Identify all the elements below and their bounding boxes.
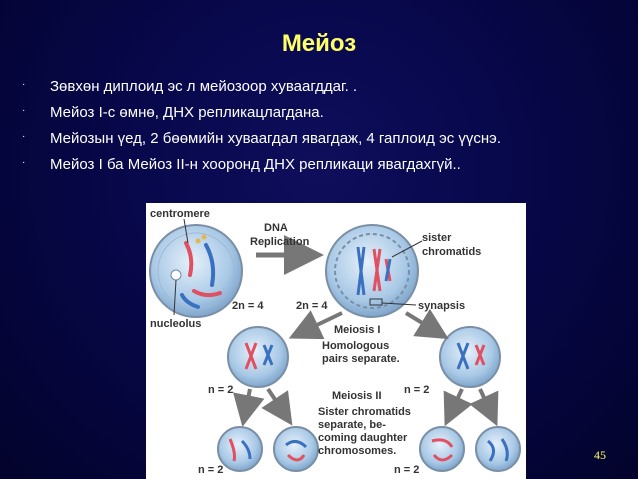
replicated-cell bbox=[326, 225, 418, 317]
bullet-item bbox=[22, 78, 632, 104]
nucleolus-icon bbox=[171, 270, 181, 280]
label-dna: DNA bbox=[264, 222, 288, 234]
meiosis2-cell-3 bbox=[420, 427, 464, 471]
bullet-text: Мейоз I-с өмнө, ДНХ репликацлагдана. bbox=[50, 104, 324, 121]
label-nucleolus: nucleolus bbox=[150, 318, 202, 330]
bullet-text: Зөвхөн диплоид эс л мейозоор хуваагддаг. . bbox=[50, 78, 358, 95]
label-meiosis-2-desc-4: chromosomes. bbox=[318, 445, 397, 457]
label-final-left: n = 2 bbox=[198, 464, 224, 476]
meiosis-diagram-svg bbox=[146, 203, 526, 479]
meiosis2-cell-4 bbox=[476, 427, 520, 471]
label-meiosis-2-desc-2: separate, be- bbox=[318, 419, 386, 431]
bullet-text: Мейоз I ба Мейоз II-н хооронд ДНХ репликаци явагдахгүй.. bbox=[50, 156, 461, 173]
bullet-marker: · bbox=[22, 131, 26, 142]
slide-title: Мейоз bbox=[281, 30, 357, 57]
bullet-marker: · bbox=[22, 79, 26, 90]
label-replication: Replication bbox=[250, 236, 310, 248]
meiosis1-left-cell bbox=[228, 327, 288, 387]
meiosis1-right-cell bbox=[440, 327, 500, 387]
page-number: 45 bbox=[594, 448, 606, 462]
parent-cell bbox=[150, 225, 242, 317]
bullet-marker: · bbox=[22, 157, 26, 168]
meiosis2-cell-2 bbox=[274, 427, 318, 471]
bullet-item bbox=[22, 156, 632, 182]
label-meiosis-2-desc-3: coming daughter bbox=[318, 432, 408, 444]
label-ploidy-right: 2n = 4 bbox=[296, 300, 328, 312]
label-final-right: n = 2 bbox=[394, 464, 420, 476]
label-meiosis-2: Meiosis II bbox=[332, 390, 382, 402]
label-centromere: centromere bbox=[150, 208, 210, 220]
label-chromatids: chromatids bbox=[422, 246, 482, 258]
bullet-item bbox=[22, 130, 632, 156]
label-haploid-right: n = 2 bbox=[404, 384, 430, 396]
meiosis2-cell-1 bbox=[218, 427, 262, 471]
label-meiosis-1: Meiosis I bbox=[334, 324, 381, 336]
label-meiosis-1-desc-2: pairs separate. bbox=[322, 353, 400, 365]
label-meiosis-2-desc-1: Sister chromatids bbox=[318, 406, 411, 418]
meiosis-diagram bbox=[146, 203, 526, 479]
label-sister: sister bbox=[422, 232, 452, 244]
bullet-marker: · bbox=[22, 105, 26, 116]
label-meiosis-1-desc-1: Homologous bbox=[322, 340, 390, 352]
bullet-list bbox=[22, 78, 632, 182]
label-ploidy-left: 2n = 4 bbox=[232, 300, 264, 312]
bullet-item bbox=[22, 104, 632, 130]
bullet-text: Мейозын үед, 2 бөөмийн хуваагдал явагдаж, 4 гаплоид эс үүснэ. bbox=[50, 130, 502, 147]
label-haploid-left: n = 2 bbox=[208, 384, 234, 396]
label-synapsis: synapsis bbox=[418, 300, 466, 312]
